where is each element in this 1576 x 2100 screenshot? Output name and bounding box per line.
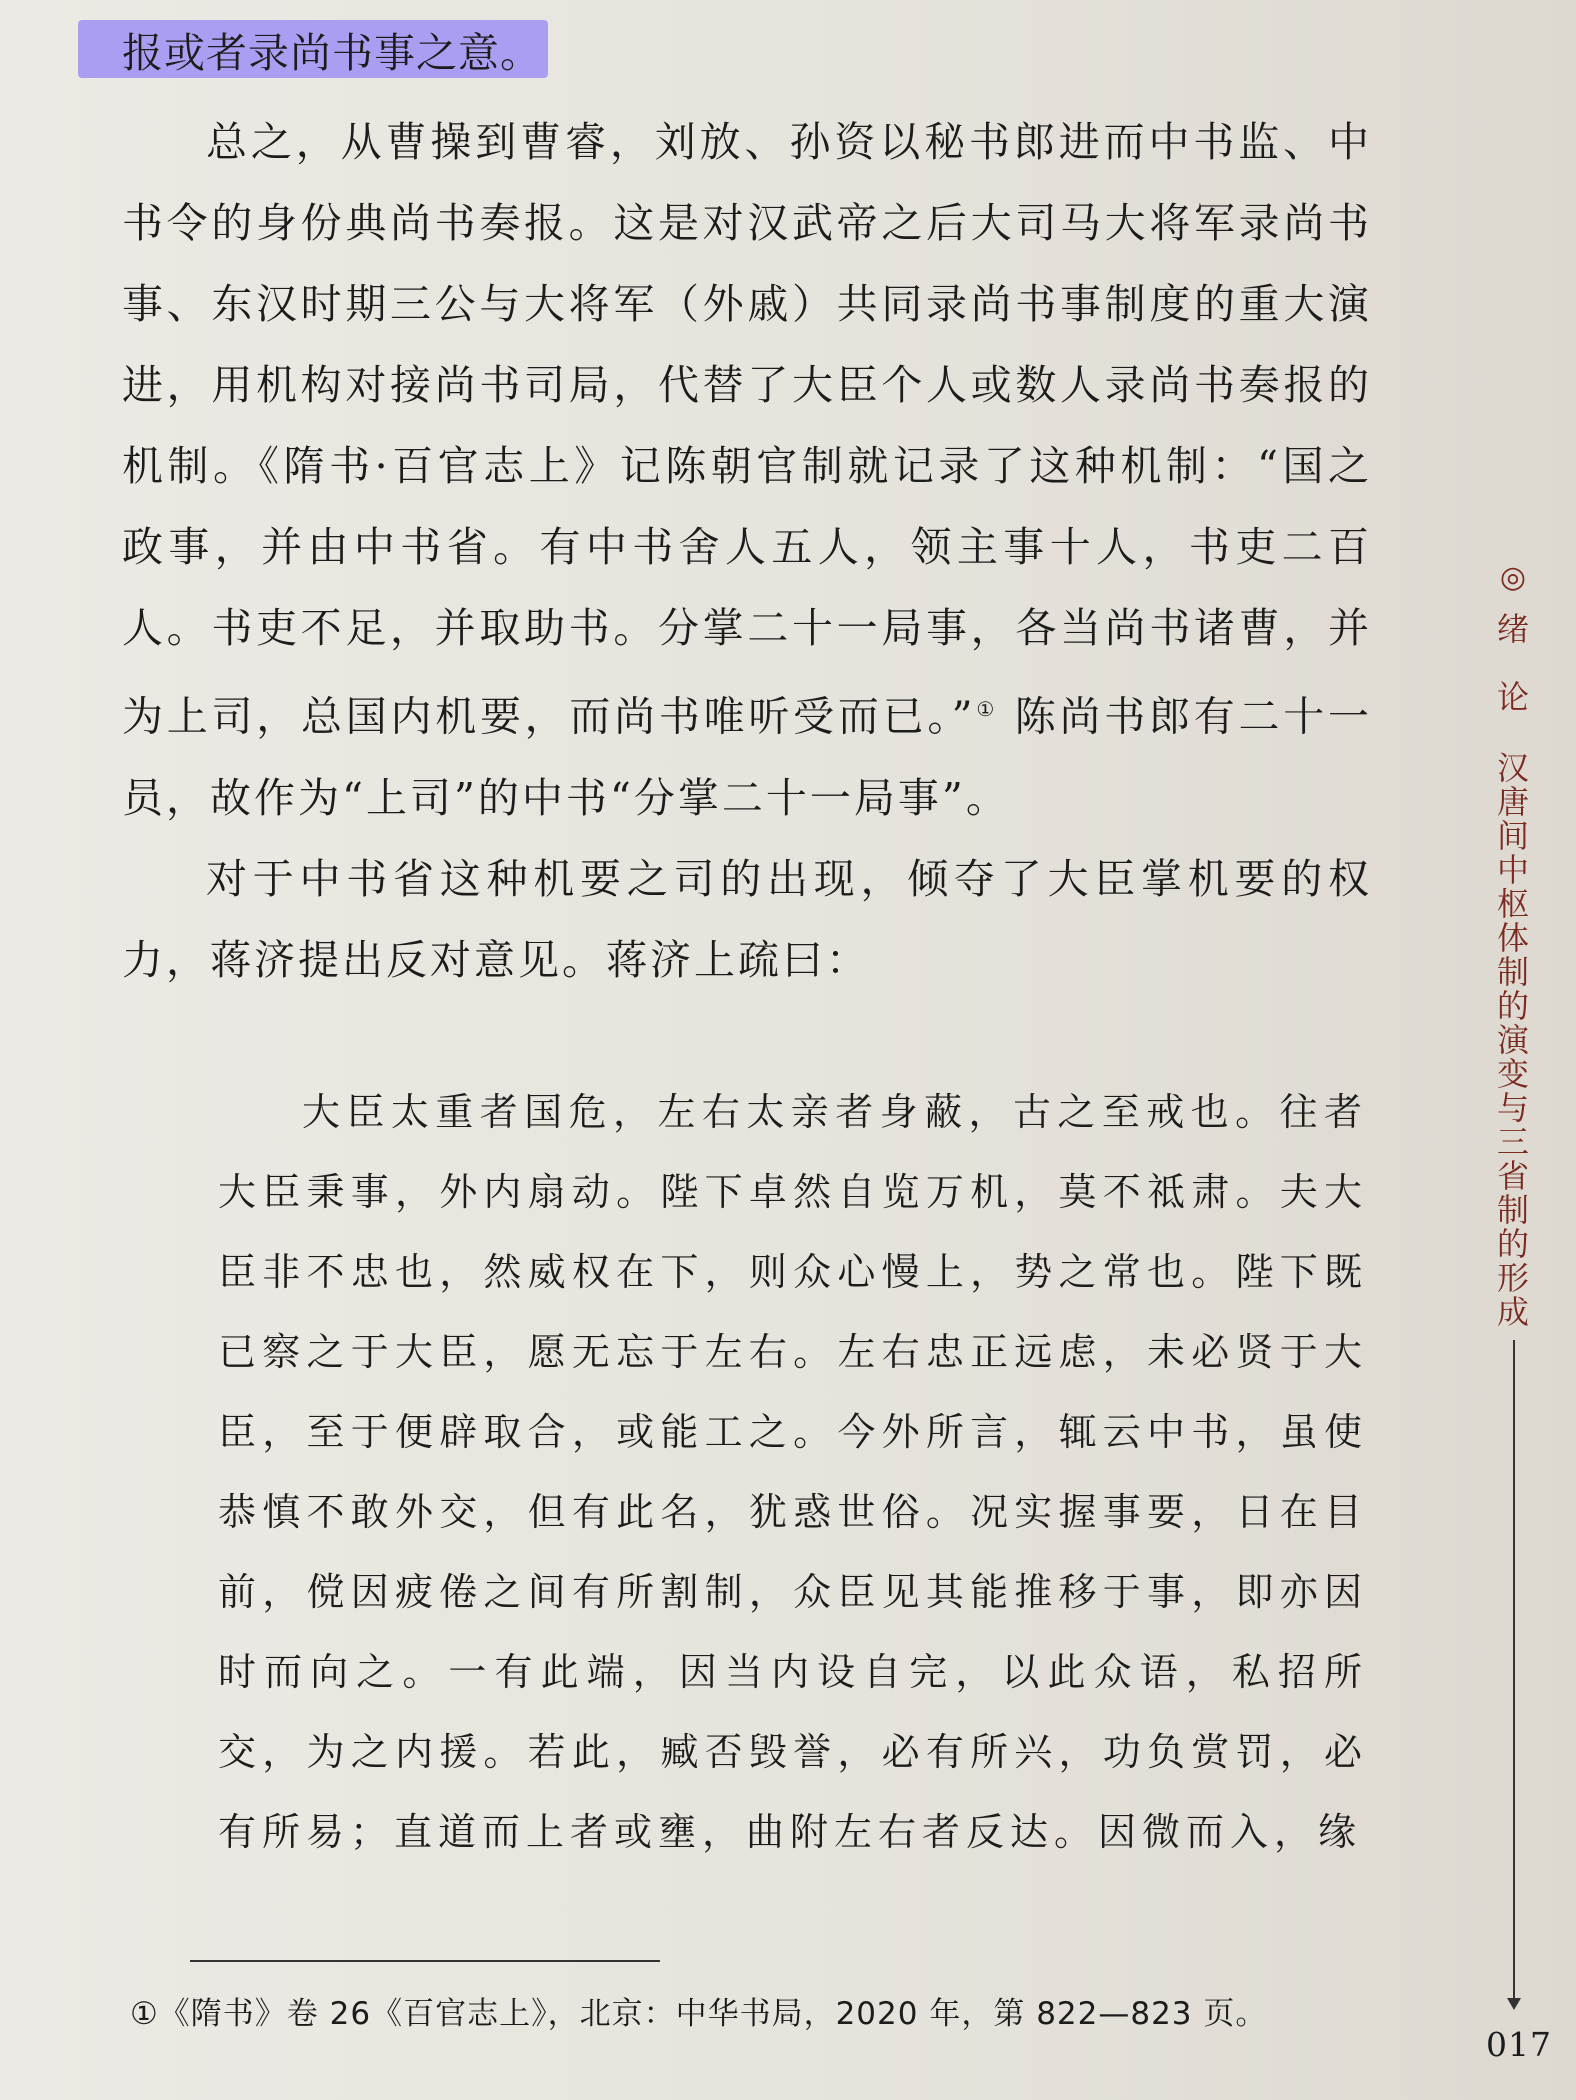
title-char: 枢 (1496, 885, 1529, 923)
title-char: 变 (1496, 1055, 1529, 1093)
margin-header (1488, 560, 1538, 1329)
title-char: 制 (1496, 1191, 1529, 1229)
body-text (122, 102, 1372, 1001)
title-char: 演 (1496, 1021, 1529, 1059)
section-mark-icon: ◎ (1499, 560, 1527, 595)
title-char: 省 (1496, 1157, 1529, 1195)
title-char: 与 (1496, 1089, 1529, 1127)
continued-line: 报或者录尚书事之意。 (122, 29, 542, 77)
paragraph-2: 对于中书省这种机要之司的出现，倾夺了大臣掌机要的权力，蒋济提出反对意见。蒋济上疏曰： (122, 854, 1372, 984)
paragraph-1-tail: 陈尚书郎有二十一员，故作为“上司”的中书“分掌二十一局事”。 (122, 692, 1372, 822)
title-char: 汉 (1496, 749, 1529, 787)
footnote: ①《隋书》卷 26《百官志上》，北京：中华书局，2020 年，第 822—823 页。 (130, 1996, 1268, 2032)
title-char: 的 (1496, 987, 1529, 1025)
title-char: 三 (1496, 1123, 1529, 1161)
title-char: 间 (1496, 817, 1529, 855)
quote-text: 大臣太重者国危，左右太亲者身蔽，古之至戒也。往者大臣秉事，外内扇动。陛下卓然自览万机，莫不祗肃。夫大臣非不忠也，然威权在下，则众心慢上，势之常也。陛下既已察之于大臣，愿无忘于左右。左右忠正远虑，未必贤于大臣，至于便辟取合，或能工之。今外所言，辄云中书，虽使恭慎不敢外交，但有此名，犹惑世俗。况实握事要，日在目前，傥因疲倦之间有所割制，众臣见其能推移于事，即亦因时而向之。一有此端，因当内设自完，以此众语，私招所交，为之内援。若此，臧否毁誉，必有所兴，功负赏罚，必有所易；直道而上者或壅，曲附左右者反达。因微而入，缘 (218, 1090, 1368, 1854)
title-char: 制 (1496, 953, 1529, 991)
paragraph-1-text: 总之，从曹操到曹睿，刘放、孙资以秘书郎进而中书监、中书令的身份典尚书奏报。这是对汉武帝之后大司马大将军录尚书事、东汉时期三公与大将军（外戚）共同录尚书事制度的重大演进，用机构对接尚书司局，代替了大臣个人或数人录尚书奏报的机制。《隋书·百官志上》记陈朝官制就记录了这种机制：“国之政事，并由中书省。有中书舍人五人，领主事十人，书吏二百人。书吏不足，并取助书。分掌二十一局事，各当尚书诸曹，并为上司，总国内机要，而尚书唯听受而已。” (122, 118, 1372, 741)
footnote-ref[interactable]: ① (975, 697, 998, 721)
book-title-vertical (1488, 751, 1538, 1329)
paragraph-1 (122, 102, 1372, 839)
title-char: 体 (1496, 919, 1529, 957)
margin-arrow-line (1513, 1340, 1515, 2000)
title-char: 成 (1496, 1293, 1529, 1331)
section-char-2: 论 (1496, 678, 1529, 716)
title-char: 的 (1496, 1225, 1529, 1263)
section-char-1: 绪 (1496, 610, 1529, 648)
footnote-divider (190, 1960, 660, 1962)
block-quote (218, 1072, 1368, 1872)
page-number: 017 (1486, 2025, 1552, 2064)
title-char: 唐 (1496, 783, 1529, 821)
title-char: 形 (1496, 1259, 1529, 1297)
title-char: 中 (1496, 851, 1529, 889)
